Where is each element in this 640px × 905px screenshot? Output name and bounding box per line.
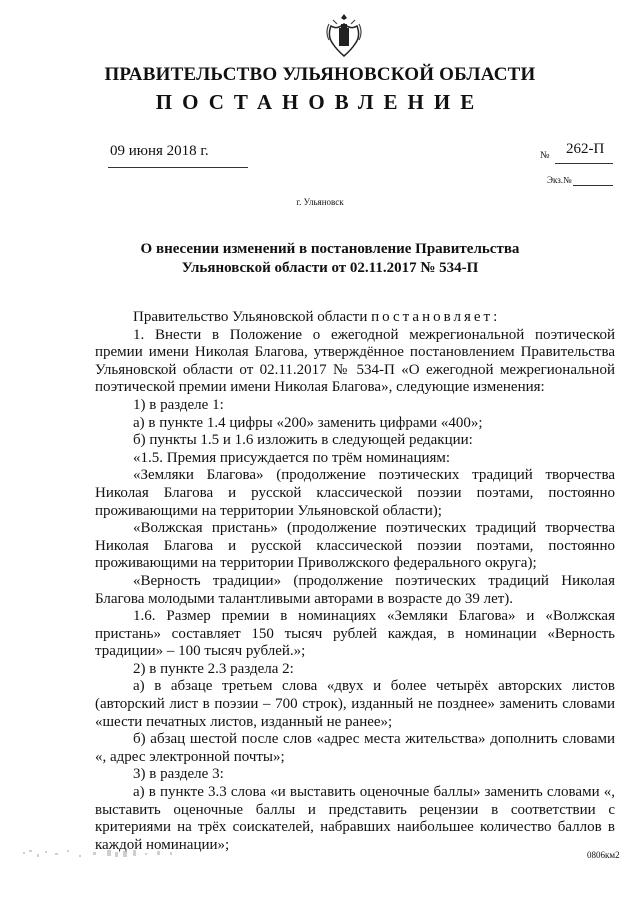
preamble-text: Правительство Ульяновской области: [133, 309, 372, 325]
paragraph-2: 1) в разделе 1:: [133, 396, 224, 413]
preamble-verb: постановляет:: [371, 309, 501, 325]
copy-number-underline: [573, 185, 613, 186]
paragraph-12: б) абзац шестой после слов «адрес места жительства» дополнить словами «, адрес электронной почты»;: [95, 731, 615, 765]
paragraph-11: а) в абзаце третьем слова «двух и более четырёх авторских листов (авторский лист в поэзии – 700 строк), изданный не позднее» заменить словами «шести печатных листов, изданный не ранее»;: [95, 678, 615, 730]
paragraph-3: а) в пункте 1.4 цифры «200» заменить цифрами «400»;: [133, 414, 483, 431]
paragraph-7: «Волжская пристань» (продолжение поэтических традиций творчества Николая Благова и русской классической поэзии поэтами, постоянно проживающими на территории Приволжского федерального округа);: [95, 520, 615, 572]
paragraph-8: «Верность традиции» (продолжение поэтических традиций Николая Благова молодыми талантливыми авторами в возрасте до 39 лет).: [95, 572, 615, 607]
paragraph-10: 2) в пункте 2.3 раздела 2:: [133, 660, 294, 677]
document-title: [0, 240, 640, 278]
document-body: [95, 309, 615, 854]
number-underline: [555, 163, 613, 164]
paragraph-14: а) в пункте 3.3 слова «и выставить оценочные баллы» заменить словами «, выставить оценочные баллы и представить рецензии в соответствии с критериями на трёх соискателей, набравших наибольшее количество баллов в каждой номинации»;: [95, 784, 615, 853]
coat-of-arms-icon: [325, 10, 363, 60]
city: г. Ульяновск: [296, 197, 344, 207]
paragraph-6: «Земляки Благова» (продолжение поэтических традиций творчества Николая Благова и русской классической поэзии поэтами, постоянно проживающими на территории Ульяновской области);: [95, 467, 615, 519]
date-underline: [108, 167, 248, 168]
paragraph-5: «1.5. Премия присуждается по трём номинациям:: [133, 449, 451, 466]
paragraph-13: 3) в разделе 3:: [133, 766, 224, 783]
title-line-2: Ульяновской области от 02.11.2017 № 534-П: [181, 260, 479, 276]
document-date: 09 июня 2018 г.: [110, 143, 209, 159]
paragraph-9: 1.6. Размер премии в номинациях «Земляки Благова» и «Волжская пристань» составляет 150 тысяч рублей каждая, в номинации «Верность традиции» – 100 тысяч рублей.»;: [95, 608, 615, 660]
government-name: ПРАВИТЕЛЬСТВО УЛЬЯНОВСКОЙ ОБЛАСТИ: [104, 64, 536, 85]
faded-stamp-mark: [15, 838, 185, 876]
paragraph-1: 1. Внести в Положение о ежегодной межрегиональной поэтической премии имени Николая Благова, утверждённое постановлением Правительства Ульяновской области от 02.11.2017 № 534-П «О ежегодной межрегиональной поэтической премии имени Николая Благова», следующие изменения:: [95, 326, 615, 396]
paragraph-4: б) пункты 1.5 и 1.6 изложить в следующей редакции:: [133, 432, 473, 449]
preamble: [95, 309, 615, 327]
footer-code: 0806км2: [587, 850, 620, 860]
number-label: №: [540, 150, 550, 161]
document-type: ПОСТАНОВЛЕНИЕ: [155, 90, 485, 114]
document-number: 262-П: [566, 141, 605, 157]
copy-number-label: Экз.№: [547, 175, 572, 185]
title-line-1: О внесении изменений в постановление Правительства: [140, 241, 520, 257]
